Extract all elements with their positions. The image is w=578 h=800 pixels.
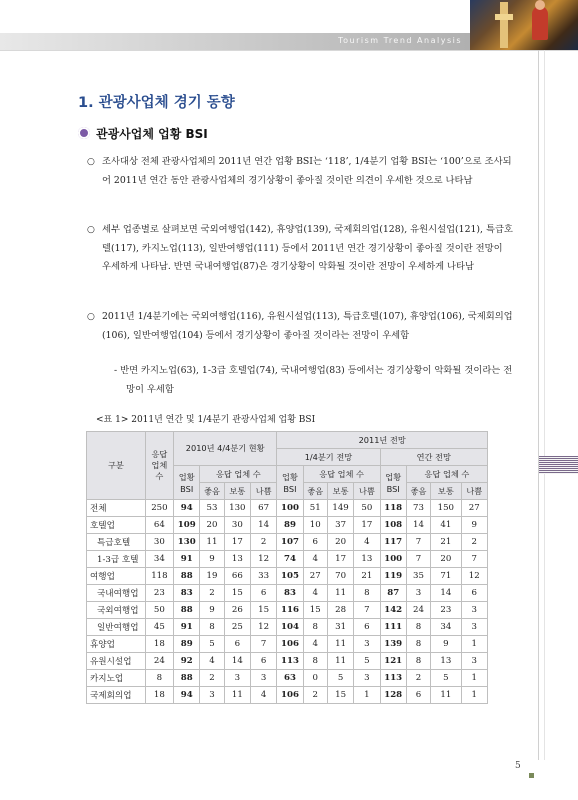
table-cell: 3 <box>354 636 380 653</box>
header-bad: 나쁨 <box>354 483 380 500</box>
table-cell: 6 <box>354 619 380 636</box>
table-cell: 15 <box>327 687 353 704</box>
circle-bullet-icon: ○ <box>87 225 95 235</box>
table-cell: 4 <box>250 687 276 704</box>
row-label: 휴양업 <box>87 636 146 653</box>
paragraph-text: 2011년 1/4분기에는 국외여행업(116), 유원시설업(113), 특급호텔(107), 휴양업(106), 국제회의업(106), 일반여행업(104) 등에서 경기상황이 좋아질 것이라는 전망이 우세함 <box>102 311 513 341</box>
table-cell: 12 <box>250 551 276 568</box>
table-cell: 113 <box>277 653 303 670</box>
table-cell: 119 <box>380 568 406 585</box>
table-cell: 30 <box>145 534 173 551</box>
table-cell: 20 <box>327 534 353 551</box>
row-label: 국내여행업 <box>87 585 146 602</box>
table-cell: 150 <box>431 500 461 517</box>
table-cell: 3 <box>406 585 430 602</box>
row-label: 호텔업 <box>87 517 146 534</box>
table-cell: 6 <box>250 585 276 602</box>
table-cell: 50 <box>145 602 173 619</box>
table-cell: 100 <box>277 500 303 517</box>
header-annual: 연간 전망 <box>380 449 487 466</box>
table-cell: 9 <box>431 636 461 653</box>
table-cell: 34 <box>431 619 461 636</box>
table-cell: 4 <box>303 551 327 568</box>
row-label: 국외여행업 <box>87 602 146 619</box>
table-cell: 149 <box>327 500 353 517</box>
header-good: 좋음 <box>406 483 430 500</box>
table-cell: 7 <box>354 602 380 619</box>
table-cell: 1 <box>354 687 380 704</box>
table-cell: 4 <box>303 636 327 653</box>
table-cell: 14 <box>224 653 250 670</box>
subsection-heading <box>78 125 208 142</box>
table-cell: 20 <box>431 551 461 568</box>
table-cell: 2 <box>200 670 224 687</box>
header-bad: 나쁨 <box>461 483 487 500</box>
table-cell: 63 <box>277 670 303 687</box>
table-cell: 51 <box>303 500 327 517</box>
table-cell: 1 <box>461 687 487 704</box>
table-cell: 8 <box>406 636 430 653</box>
header-normal: 보통 <box>327 483 353 500</box>
table-cell: 6 <box>406 687 430 704</box>
header-title: Tourism Trend Analysis <box>338 36 462 45</box>
table-cell: 108 <box>380 517 406 534</box>
table-cell: 130 <box>224 500 250 517</box>
table-cell: 31 <box>327 619 353 636</box>
table-cell: 2 <box>250 534 276 551</box>
table-cell: 12 <box>461 568 487 585</box>
table-cell: 106 <box>277 687 303 704</box>
table-row <box>87 619 488 636</box>
table-cell: 66 <box>224 568 250 585</box>
table-row <box>87 568 488 585</box>
paragraph-2 <box>87 221 514 277</box>
table-cell: 1 <box>461 636 487 653</box>
table-cell: 27 <box>461 500 487 517</box>
table-cell: 73 <box>406 500 430 517</box>
table-cell: 15 <box>250 602 276 619</box>
table-cell: 14 <box>406 517 430 534</box>
table-cell: 30 <box>224 517 250 534</box>
table-cell: 28 <box>327 602 353 619</box>
paragraph-3 <box>87 308 514 345</box>
table-cell: 13 <box>224 551 250 568</box>
table-cell: 121 <box>380 653 406 670</box>
header-bad: 나쁨 <box>250 483 276 500</box>
table-cell: 6 <box>303 534 327 551</box>
row-label: 일반여행업 <box>87 619 146 636</box>
page-number: 5 <box>515 761 521 771</box>
header-q1: 1/4분기 전망 <box>277 449 380 466</box>
table-cell: 2 <box>406 670 430 687</box>
table-cell: 3 <box>224 670 250 687</box>
circle-bullet-icon: ○ <box>87 312 95 322</box>
paragraph-1 <box>87 153 514 190</box>
table-cell: 8 <box>200 619 224 636</box>
table-cell: 67 <box>250 500 276 517</box>
bsi-table-body <box>87 500 488 704</box>
table-cell: 15 <box>224 585 250 602</box>
table-cell: 6 <box>250 653 276 670</box>
table-cell: 142 <box>380 602 406 619</box>
table-cell: 89 <box>174 636 200 653</box>
table-cell: 3 <box>200 687 224 704</box>
header-bsi: 업황 BSI <box>174 466 200 500</box>
table-cell: 94 <box>174 687 200 704</box>
table-cell: 11 <box>224 687 250 704</box>
table-cell: 111 <box>380 619 406 636</box>
table-cell: 83 <box>277 585 303 602</box>
table-cell: 21 <box>354 568 380 585</box>
row-label: 유원시설업 <box>87 653 146 670</box>
header-photo-strip <box>470 0 578 50</box>
table-cell: 7 <box>250 636 276 653</box>
header-bsi: 업황 BSI <box>277 466 303 500</box>
table-row <box>87 500 488 517</box>
table-cell: 17 <box>354 517 380 534</box>
table-cell: 4 <box>200 653 224 670</box>
row-label: 카지노업 <box>87 670 146 687</box>
table-cell: 23 <box>145 585 173 602</box>
table-cell: 11 <box>327 585 353 602</box>
table-cell: 3 <box>354 670 380 687</box>
table-cell: 35 <box>406 568 430 585</box>
table-cell: 6 <box>224 636 250 653</box>
table-cell: 92 <box>174 653 200 670</box>
table-cell: 3 <box>461 653 487 670</box>
row-label: 특급호텔 <box>87 534 146 551</box>
header-divider <box>0 50 578 51</box>
header-current: 2010년 4/4분기 현황 <box>174 432 277 466</box>
page-header <box>0 0 578 50</box>
table-cell: 89 <box>277 517 303 534</box>
table-cell: 11 <box>431 687 461 704</box>
table-cell: 13 <box>431 653 461 670</box>
dancer-photo-icon <box>532 6 548 40</box>
table-cell: 139 <box>380 636 406 653</box>
table-row <box>87 653 488 670</box>
table-cell: 3 <box>461 619 487 636</box>
table-row <box>87 687 488 704</box>
sub-bullet: - 반면 카지노업(63), 1-3급 호텔업(74), 국내여행업(83) 등에서는 경기상황이 악화될 것이라는 전망이 우세함 <box>114 365 513 395</box>
header-normal: 보통 <box>224 483 250 500</box>
table-cell: 3 <box>461 602 487 619</box>
table-cell: 11 <box>200 534 224 551</box>
table-cell: 87 <box>380 585 406 602</box>
table-cell: 17 <box>327 551 353 568</box>
table-cell: 9 <box>200 602 224 619</box>
table-cell: 117 <box>380 534 406 551</box>
margin-line <box>538 50 539 760</box>
header-good: 좋음 <box>303 483 327 500</box>
table-cell: 74 <box>277 551 303 568</box>
table-cell: 8 <box>303 619 327 636</box>
table-cell: 23 <box>431 602 461 619</box>
header-resp: 응답 업체 수 <box>303 466 380 483</box>
table-cell: 118 <box>380 500 406 517</box>
table-cell: 104 <box>277 619 303 636</box>
table-row <box>87 585 488 602</box>
table-cell: 118 <box>145 568 173 585</box>
table-cell: 33 <box>250 568 276 585</box>
table-cell: 7 <box>406 534 430 551</box>
table-cell: 91 <box>174 551 200 568</box>
bsi-table <box>86 431 488 704</box>
table-cell: 7 <box>461 551 487 568</box>
table-cell: 10 <box>303 517 327 534</box>
table-cell: 109 <box>174 517 200 534</box>
table-row <box>87 602 488 619</box>
table-cell: 14 <box>250 517 276 534</box>
table-row <box>87 670 488 687</box>
table-cell: 94 <box>174 500 200 517</box>
table-caption: <표 1> 2011년 연간 및 1/4분기 관광사업체 업황 BSI <box>96 415 316 425</box>
row-label: 국제회의업 <box>87 687 146 704</box>
table-cell: 37 <box>327 517 353 534</box>
table-cell: 88 <box>174 670 200 687</box>
table-cell: 15 <box>303 602 327 619</box>
table-cell: 100 <box>380 551 406 568</box>
table-cell: 8 <box>406 653 430 670</box>
table-cell: 17 <box>224 534 250 551</box>
table-cell: 6 <box>461 585 487 602</box>
gear-bullet-icon <box>78 127 90 139</box>
table-cell: 8 <box>303 653 327 670</box>
margin-decor-band <box>539 456 578 474</box>
table-cell: 25 <box>224 619 250 636</box>
margin-line-inner <box>544 50 545 760</box>
table-cell: 45 <box>145 619 173 636</box>
table-cell: 113 <box>380 670 406 687</box>
table-cell: 88 <box>174 568 200 585</box>
table-cell: 8 <box>406 619 430 636</box>
table-cell: 41 <box>431 517 461 534</box>
table-cell: 19 <box>200 568 224 585</box>
header-outlook: 2011년 전망 <box>277 432 488 449</box>
table-cell: 8 <box>145 670 173 687</box>
table-cell: 64 <box>145 517 173 534</box>
table-cell: 11 <box>327 636 353 653</box>
table-cell: 53 <box>200 500 224 517</box>
table-cell: 70 <box>327 568 353 585</box>
table-row <box>87 517 488 534</box>
table-cell: 9 <box>461 517 487 534</box>
table-cell: 24 <box>406 602 430 619</box>
header-category: 구분 <box>87 432 146 500</box>
table-cell: 0 <box>303 670 327 687</box>
table-cell: 5 <box>200 636 224 653</box>
header-bsi: 업황 BSI <box>380 466 406 500</box>
table-cell: 13 <box>354 551 380 568</box>
table-cell: 5 <box>327 670 353 687</box>
table-cell: 130 <box>174 534 200 551</box>
table-cell: 4 <box>303 585 327 602</box>
tower-photo-icon <box>500 2 508 48</box>
table-cell: 4 <box>354 534 380 551</box>
section-title: 1. 관광사업체 경기 동향 <box>78 95 235 111</box>
table-cell: 34 <box>145 551 173 568</box>
table-cell: 2 <box>303 687 327 704</box>
table-cell: 2 <box>461 534 487 551</box>
table-cell: 20 <box>200 517 224 534</box>
row-label: 여행업 <box>87 568 146 585</box>
table-cell: 50 <box>354 500 380 517</box>
table-row <box>87 636 488 653</box>
table-cell: 71 <box>431 568 461 585</box>
table-row <box>87 534 488 551</box>
table-cell: 14 <box>431 585 461 602</box>
table-cell: 12 <box>250 619 276 636</box>
header-sample: 응답 업체 수 <box>145 432 173 500</box>
table-cell: 5 <box>354 653 380 670</box>
circle-bullet-icon: ○ <box>87 157 95 167</box>
header-resp: 응답 업체 수 <box>200 466 277 483</box>
table-cell: 116 <box>277 602 303 619</box>
table-cell: 105 <box>277 568 303 585</box>
table-cell: 7 <box>406 551 430 568</box>
table-cell: 5 <box>431 670 461 687</box>
table-cell: 18 <box>145 636 173 653</box>
table-row <box>87 551 488 568</box>
table-cell: 24 <box>145 653 173 670</box>
table-cell: 18 <box>145 687 173 704</box>
table-cell: 106 <box>277 636 303 653</box>
table-cell: 27 <box>303 568 327 585</box>
table-cell: 8 <box>354 585 380 602</box>
table-cell: 128 <box>380 687 406 704</box>
table-cell: 88 <box>174 602 200 619</box>
table-cell: 91 <box>174 619 200 636</box>
table-cell: 21 <box>431 534 461 551</box>
row-label: 1-3급 호텔 <box>87 551 146 568</box>
table-cell: 26 <box>224 602 250 619</box>
page-marker-icon <box>529 773 534 778</box>
row-label: 전체 <box>87 500 146 517</box>
subsection-title: 관광사업체 업황 BSI <box>96 127 208 141</box>
table-cell: 2 <box>200 585 224 602</box>
paragraph-text: 조사대상 전체 관광사업체의 2011년 연간 업황 BSI는 ‘118’, 1/4분기 업황 BSI는 ‘100’으로 조사되어 2011년 연간 동안 관광사업체의 경기상황이 좋아질 것이란 의견이 우세한 것으로 나타남 <box>102 156 512 186</box>
table-cell: 107 <box>277 534 303 551</box>
header-good: 좋음 <box>200 483 224 500</box>
table-cell: 83 <box>174 585 200 602</box>
table-cell: 250 <box>145 500 173 517</box>
table-cell: 1 <box>461 670 487 687</box>
table-cell: 3 <box>250 670 276 687</box>
header-resp: 응답 업체 수 <box>406 466 487 483</box>
table-cell: 11 <box>327 653 353 670</box>
table-cell: 9 <box>200 551 224 568</box>
paragraph-text: 세부 업종별로 살펴보면 국외여행업(142), 휴양업(139), 국제회의업(128), 유원시설업(121), 특급호텔(117), 카지노업(113), 일반여행업(111) 등에서 2011년 연간 경기상황이 좋아질 것이란 전망이 우세하게 나타남. 반면 국내여행업(87)은 경기상황이 악화될 것이란 전망이 우세하게 나타남 <box>102 224 513 272</box>
header-normal: 보통 <box>431 483 461 500</box>
